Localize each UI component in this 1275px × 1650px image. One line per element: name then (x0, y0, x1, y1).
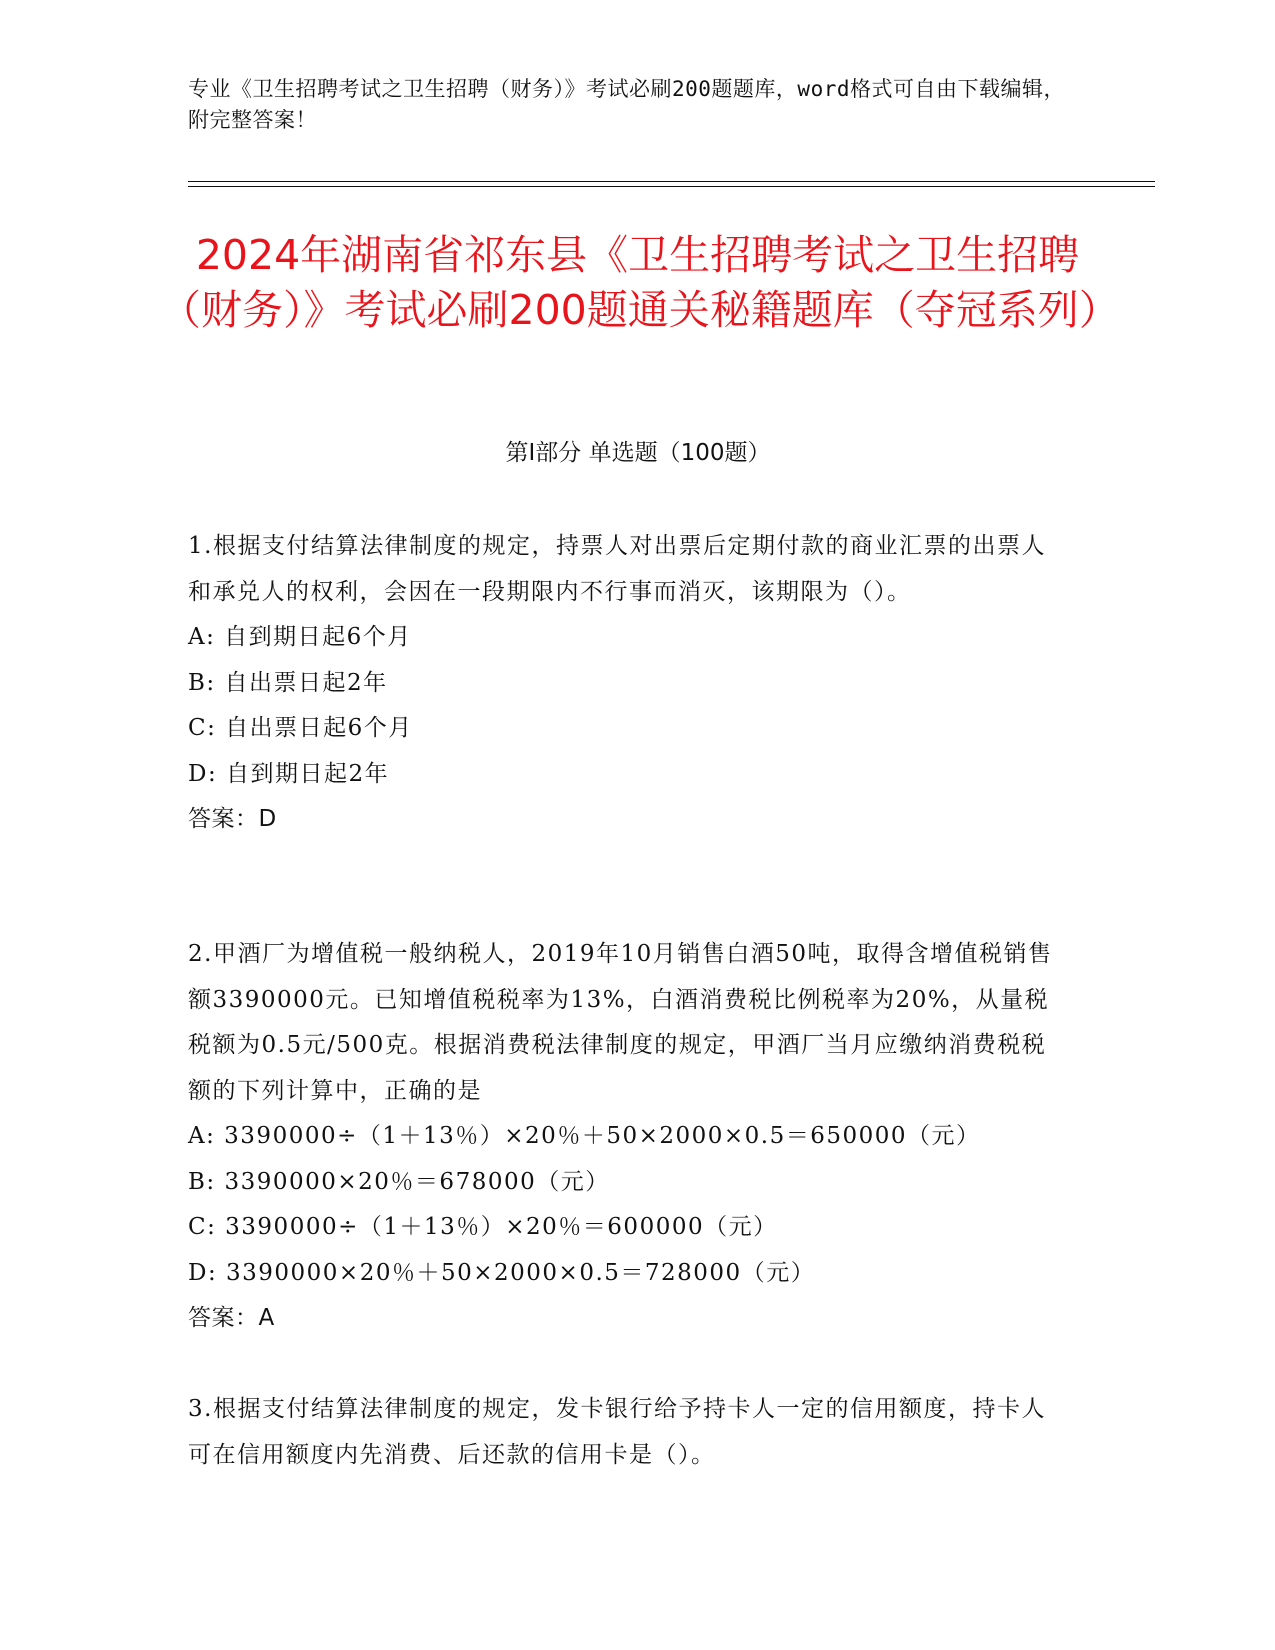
option-list (188, 1114, 1068, 1296)
question-stem: 3.根据支付结算法律制度的规定，发卡银行给予持卡人一定的信用额度，持卡人可在信用额度内先消费、后还款的信用卡是（）。 (188, 1396, 1046, 1468)
answer: 答案：D (188, 806, 277, 832)
header-rule-bottom (188, 186, 1155, 187)
option-d: D: 自到期日起2年 (188, 760, 390, 787)
option-c: C: 自出票日起6个月 (188, 715, 413, 741)
option-b: B: 自出票日起2年 (188, 669, 388, 696)
question-stem: 1.根据支付结算法律制度的规定，持票人对出票后定期付款的商业汇票的出票人和承兑人的权利，会因在一段期限内不行事而消灭，该期限为（）。 (188, 533, 1046, 605)
option-b: B: 3390000×20％＝678000（元） (188, 1168, 610, 1195)
header-note: 专业《卫生招聘考试之卫生招聘（财务）》考试必刷200题题库，word格式可自由下载编辑，附完整答案！ (188, 77, 1065, 132)
question-1 (188, 524, 1068, 843)
document-title: 2024年湖南省祁东县《卫生招聘考试之卫生招聘（财务）》考试必刷200题通关秘籍题库（夺冠系列） (160, 231, 1120, 334)
option-c: C: 3390000÷（1＋13％）×20％＝600000（元） (188, 1214, 778, 1240)
question-stem: 2.甲酒厂为增值税一般纳税人，2019年10月销售白酒50吨，取得含增值税销售额3390000元。已知增值税税率为13%，白酒消费税比例税率为20%，从量税税额为0.5元/500克。根据消费税法律制度的规定，甲酒厂当月应缴纳消费税税额的下列计算中，正确的是 (188, 941, 1053, 1104)
option-a: A: 自到期日起6个月 (188, 624, 412, 650)
question-3 (188, 1387, 1068, 1478)
option-list (188, 615, 1068, 797)
answer: 答案：A (188, 1305, 275, 1331)
question-2 (188, 932, 1068, 1342)
header-rule-top (188, 181, 1155, 182)
option-d: D: 3390000×20％＋50×2000×0.5＝728000（元） (188, 1259, 816, 1286)
option-a: A: 3390000÷（1＋13％）×20％＋50×2000×0.5＝650000（元） (188, 1123, 981, 1149)
section-title: 第Ⅰ部分 单选题（100题） (505, 440, 771, 466)
